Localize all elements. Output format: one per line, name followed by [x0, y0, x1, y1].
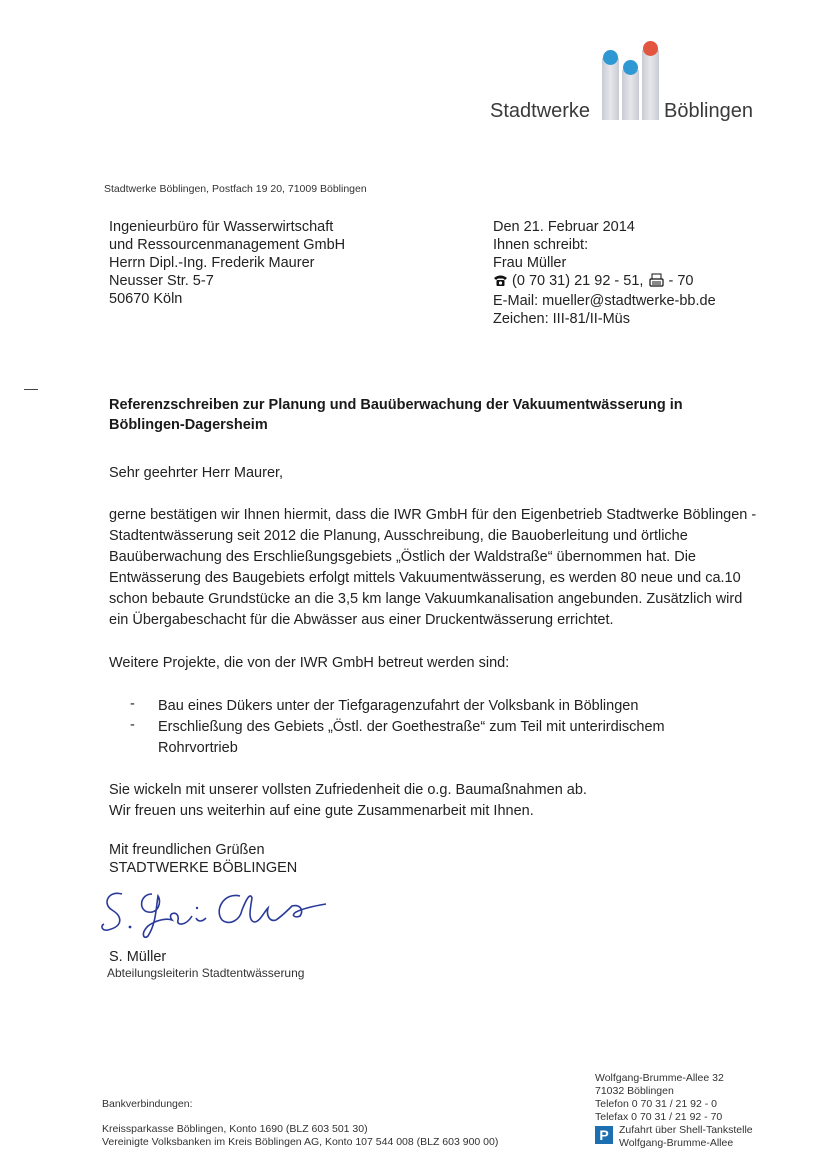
recipient-line: Neusser Str. 5-7	[109, 273, 214, 289]
projects-intro: Weitere Projekte, die von der IWR GmbH betreut werden sind:	[109, 655, 510, 671]
greeting: Mit freundlichen Grüßen	[109, 842, 265, 858]
reference-line: Zeichen: III-81/II-Müs	[493, 311, 630, 327]
fax-number: - 70	[668, 273, 694, 289]
logo-dot-blue-2	[623, 60, 638, 75]
address-line: Telefax 0 70 31 / 21 92 - 70	[595, 1111, 723, 1123]
list-bullet: -	[130, 696, 135, 712]
brand-name-left: Stadtwerke	[490, 100, 591, 122]
email-line: E-Mail: mueller@stadtwerke-bb.de	[493, 293, 716, 309]
fold-mark	[24, 389, 38, 390]
bank-line: Kreissparkasse Böblingen, Konto 1690 (BLZ 603 501 30)	[102, 1123, 368, 1135]
logo-bar-3	[642, 50, 659, 120]
list-bullet: -	[130, 717, 135, 733]
body-paragraph: gerne bestätigen wir Ihnen hiermit, dass die IWR GmbH für den Eigenbetrieb Stadtwerke Böblingen - Stadtentwässerung seit 2012 die Planung, Ausschreibung, die Bauoberleitung und örtliche Bauüberwachung des Erschließungsgebiets „Östlich der Waldstraße“ übernommen hat. Die Entwässerung des Baugebiets erfolgt mittels Vakuumentwässerung, es werden 80 neue und ca.10 schon bebaute Grundstücke an die 3,5 km lange Vakuumkanalisation angebunden. Zusätzlich wird ein Übergabeschacht für die Abwässer aus einer Druckentwässerung errichtet.	[109, 507, 757, 628]
letter-meta	[493, 218, 716, 328]
fax-icon	[649, 273, 664, 292]
company-address	[595, 1072, 724, 1124]
salutation: Sehr geehrter Herr Maurer,	[109, 465, 284, 481]
letter-date: Den 21. Februar 2014	[493, 219, 635, 235]
bank-label: Bankverbindungen:	[102, 1098, 193, 1110]
parking-line: Wolfgang-Brumme-Allee	[619, 1137, 734, 1149]
logo-bar-1	[602, 58, 619, 120]
writer-name: Frau Müller	[493, 255, 567, 271]
closing-line: Sie wickeln mit unserer vollsten Zufriedenheit die o.g. Baumaßnahmen ab.	[109, 782, 587, 798]
signatory-name: S. Müller	[109, 949, 167, 965]
phone-fax-line	[493, 272, 716, 292]
brand-name-right: Böblingen	[664, 100, 753, 122]
recipient-line: Ingenieurbüro für Wasserwirtschaft	[109, 219, 334, 235]
recipient-line: 50670 Köln	[109, 291, 183, 307]
list-item: Erschließung des Gebiets „Östl. der Goethestraße“ zum Teil mit unterirdischem Rohrvortrieb	[158, 719, 665, 756]
address-line: Telefon 0 70 31 / 21 92 - 0	[595, 1098, 718, 1110]
address-line: 71032 Böblingen	[595, 1085, 674, 1097]
writer-label: Ihnen schreibt:	[493, 237, 589, 253]
phone-number: (0 70 31) 21 92 - 51,	[512, 273, 644, 289]
phone-icon	[493, 274, 508, 292]
recipient-line: und Ressourcenmanagement GmbH	[109, 237, 346, 253]
logo-dot-blue-1	[603, 50, 618, 65]
address-line: Wolfgang-Brumme-Allee 32	[595, 1072, 724, 1084]
bank-details	[102, 1123, 498, 1149]
recipient-line: Herrn Dipl.-Ing. Frederik Maurer	[109, 255, 315, 271]
parking-info	[619, 1124, 753, 1150]
bank-line: Vereinigte Volksbanken im Kreis Böblingen AG, Konto 107 544 008 (BLZ 603 900 00)	[102, 1136, 499, 1148]
parking-line: Zufahrt über Shell-Tankstelle	[619, 1124, 753, 1136]
company-name: STADTWERKE BÖBLINGEN	[109, 860, 298, 876]
closing-line: Wir freuen uns weiterhin auf eine gute Zusammenarbeit mit Ihnen.	[109, 803, 534, 819]
logo-bar-2	[622, 70, 639, 120]
logo-dot-red	[643, 41, 658, 56]
list-item: Bau eines Dükers unter der Tiefgaragenzufahrt der Volksbank in Böblingen	[158, 698, 639, 714]
signatory-title: Abteilungsleiterin Stadtentwässerung	[107, 966, 305, 980]
sender-return-address: Stadtwerke Böblingen, Postfach 19 20, 71009 Böblingen	[104, 183, 367, 195]
recipient-address	[109, 218, 345, 308]
handwritten-signature	[100, 882, 340, 942]
letter-subject: Referenzschreiben zur Planung und Bauüberwachung der Vakuumentwässerung in Böblingen-Dagersheim	[109, 397, 683, 433]
parking-icon: P	[595, 1126, 613, 1144]
